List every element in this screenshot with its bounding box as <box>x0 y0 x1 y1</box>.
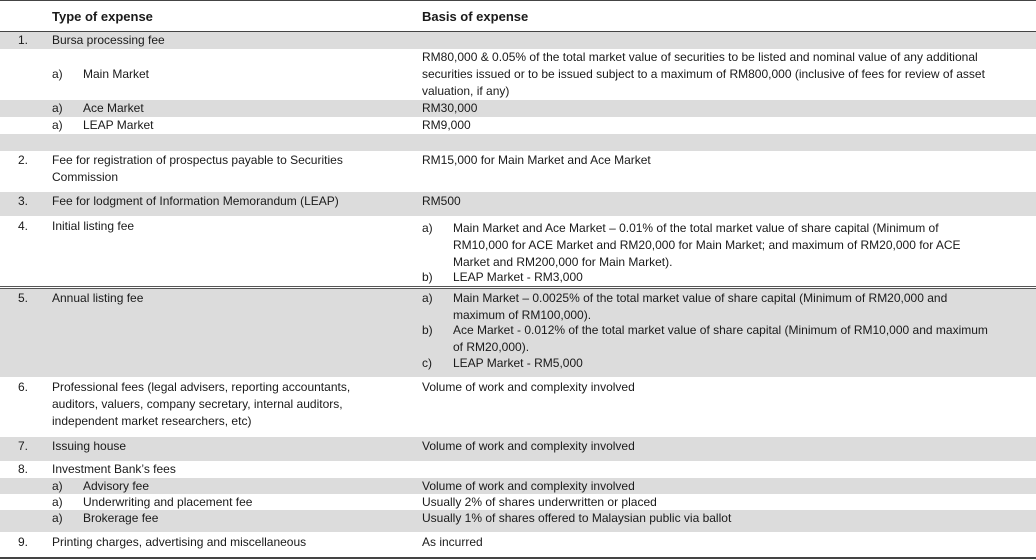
expense-type: Brokerage fee <box>83 511 159 525</box>
row-number: 4. <box>18 219 29 233</box>
expense-type: Investment Bank’s fees <box>52 462 176 476</box>
expense-type: Advisory fee <box>83 479 150 493</box>
item-letter: a) <box>52 511 63 525</box>
expense-type: Main Market <box>83 67 150 81</box>
table-row <box>0 510 1036 532</box>
table-row <box>0 49 1036 100</box>
expense-basis: LEAP Market - RM3,000 <box>453 270 583 284</box>
header-basis-of-expense: Basis of expense <box>422 9 529 24</box>
spacer-row <box>0 134 1036 151</box>
expense-basis: Ace Market - 0.012% of the total market value of share capital (Minimum of RM10,000 and maximum of RM20,000). <box>453 323 988 354</box>
expense-type: Initial listing fee <box>52 219 135 233</box>
double-rule <box>0 286 1036 287</box>
row-number: 1. <box>18 33 29 47</box>
row-number: 6. <box>18 380 29 394</box>
row-number: 9. <box>18 535 29 549</box>
item-letter: a) <box>52 495 63 509</box>
item-letter: b) <box>422 323 433 337</box>
table-top-border <box>0 0 1036 1</box>
expense-basis: As incurred <box>422 535 483 549</box>
table-row <box>0 289 1036 377</box>
table-row <box>0 151 1036 192</box>
table-row <box>0 216 1036 286</box>
expense-basis: RM80,000 & 0.05% of the total market value of securities to be listed and nominal value of any additional securities issued or to be issued subject to a maximum of RM800,000 (inclusive of fees for review of asset valuation, if any) <box>422 50 985 98</box>
expense-type: Fee for registration of prospectus payable to Securities Commission <box>52 153 343 184</box>
row-number: 8. <box>18 462 29 476</box>
table-row <box>0 192 1036 216</box>
table-row <box>0 437 1036 461</box>
item-letter: c) <box>422 356 432 370</box>
table-row <box>0 478 1036 494</box>
table-row <box>0 117 1036 134</box>
expense-basis: Usually 2% of shares underwritten or placed <box>422 495 657 509</box>
expense-type: LEAP Market <box>83 118 154 132</box>
expense-basis: RM500 <box>422 194 461 208</box>
expense-type: Underwriting and placement fee <box>83 495 253 509</box>
row-number: 3. <box>18 194 29 208</box>
expense-basis: Volume of work and complexity involved <box>422 380 635 394</box>
item-letter: a) <box>52 118 63 132</box>
expense-basis: Main Market and Ace Market – 0.01% of the total market value of share capital (Minimum of RM10,000 for ACE Market and RM20,000 for Main Market; and maximum of RM20,000 for ACE Market and RM200,000 for Main Market). <box>453 221 961 269</box>
expense-basis: Main Market – 0.0025% of the total market value of share capital (Minimum of RM20,000 and maximum of RM100,000). <box>453 291 948 322</box>
expense-basis: Volume of work and complexity involved <box>422 479 635 493</box>
row-number: 5. <box>18 291 29 305</box>
row-number: 2. <box>18 153 29 167</box>
item-letter: a) <box>422 291 433 305</box>
expense-basis: RM30,000 <box>422 101 478 115</box>
table-bottom-border <box>0 557 1036 559</box>
table-row <box>0 377 1036 437</box>
expense-type: Ace Market <box>83 101 144 115</box>
header-type-of-expense: Type of expense <box>52 9 153 24</box>
table-row <box>0 100 1036 117</box>
table-row <box>0 32 1036 49</box>
expense-basis: LEAP Market - RM5,000 <box>453 356 583 370</box>
table-row <box>0 532 1036 557</box>
expense-type: Fee for lodgment of Information Memorandum (LEAP) <box>52 194 339 208</box>
expense-type: Annual listing fee <box>52 291 144 305</box>
item-letter: a) <box>422 221 433 235</box>
expense-type: Printing charges, advertising and miscellaneous <box>52 535 307 549</box>
item-letter: a) <box>52 67 63 81</box>
row-number: 7. <box>18 439 29 453</box>
expense-basis: Usually 1% of shares offered to Malaysian public via ballot <box>422 511 732 525</box>
table-row <box>0 461 1036 478</box>
item-letter: b) <box>422 270 433 284</box>
expense-basis: RM9,000 <box>422 118 471 132</box>
table-row <box>0 494 1036 510</box>
expense-type: Bursa processing fee <box>52 33 165 47</box>
item-letter: a) <box>52 479 63 493</box>
expense-type: Issuing house <box>52 439 127 453</box>
expense-basis: RM15,000 for Main Market and Ace Market <box>422 153 651 167</box>
item-letter: a) <box>52 101 63 115</box>
expense-basis: Volume of work and complexity involved <box>422 439 635 453</box>
expense-type: Professional fees (legal advisers, reporting accountants, auditors, valuers, company secretary, internal auditors, independent market researchers, etc) <box>52 380 351 428</box>
